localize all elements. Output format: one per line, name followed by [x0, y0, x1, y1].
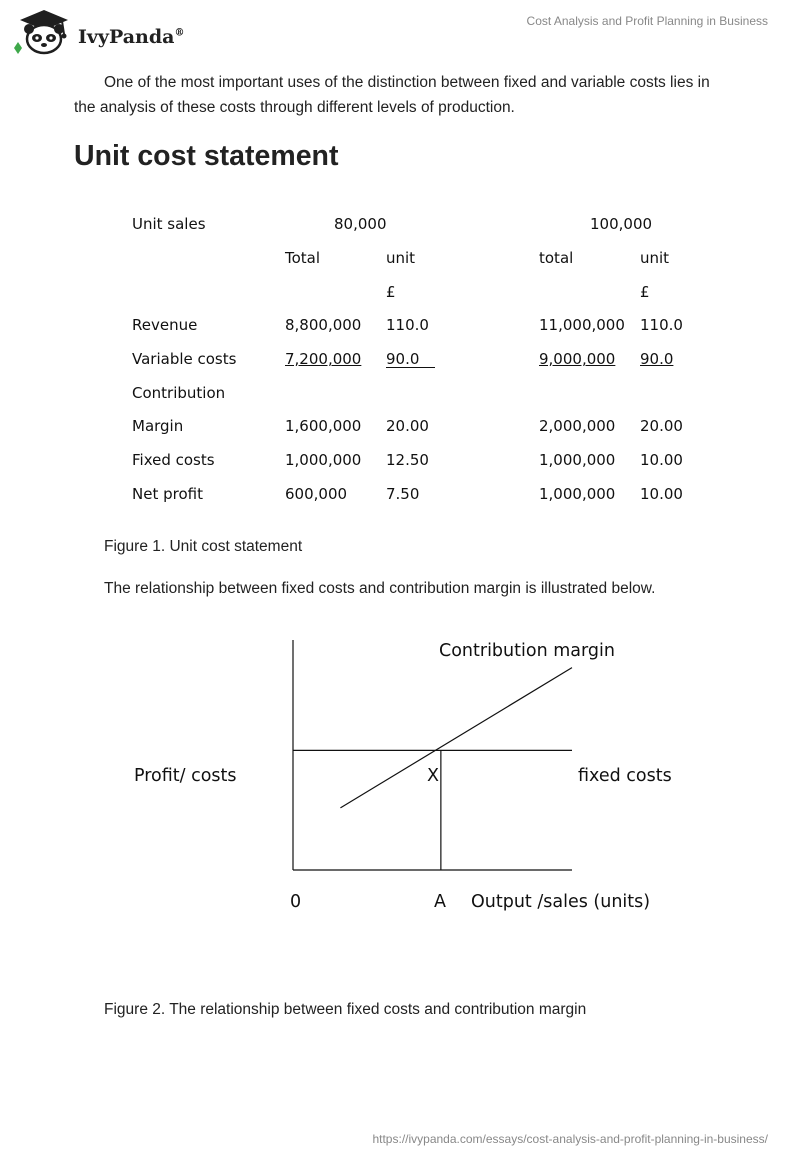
col-unit-1: unit — [386, 249, 416, 267]
row-unit-2: 20.00 — [640, 417, 683, 435]
document-title: Cost Analysis and Profit Planning in Business — [526, 14, 768, 28]
col-total-2: total — [539, 249, 574, 267]
panda-graduate-icon — [14, 8, 78, 56]
origin-label: 0 — [290, 892, 302, 912]
brand-name: IvyPanda® — [78, 26, 185, 48]
row-total-2: 1,000,000 — [539, 485, 616, 503]
x-marker-label: A — [434, 892, 446, 912]
row-unit-1: 7.50 — [386, 485, 420, 503]
volume-100000: 100,000 — [590, 215, 653, 233]
row-total-2: 1,000,000 — [539, 451, 616, 469]
row-unit-2: 10.00 — [640, 451, 683, 469]
row-total-2: 11,000,000 — [539, 316, 625, 334]
row-label: Net profit — [132, 485, 203, 503]
row-unit-1: 12.50 — [386, 451, 429, 469]
row-total-1: 600,000 — [285, 485, 348, 503]
currency-1: £ — [386, 283, 396, 301]
row-total-1: 1,600,000 — [285, 417, 362, 435]
x-axis-label: Output /sales (units) — [471, 892, 651, 912]
figure-1-caption: Figure 1. Unit cost statement — [104, 538, 303, 555]
row-unit-1: 20.00 — [386, 417, 429, 435]
unit-sales-label: Unit sales — [132, 215, 206, 233]
currency-2: £ — [640, 283, 650, 301]
row-unit-2: 110.0 — [640, 316, 683, 334]
fixed-costs-contribution-chart — [130, 630, 690, 930]
page-header — [0, 0, 800, 60]
section-heading: Unit cost statement — [74, 140, 339, 172]
row-total-1: 7,200,000 — [285, 350, 362, 368]
fixed-costs-label: fixed costs — [578, 766, 672, 786]
volume-80000: 80,000 — [334, 215, 387, 233]
col-unit-2: unit — [640, 249, 670, 267]
row-unit-2: 90.0 — [640, 350, 674, 368]
unit-cost-statement — [132, 200, 732, 520]
row-unit-2: 10.00 — [640, 485, 683, 503]
contribution-margin-line — [340, 668, 572, 808]
figure-2-caption: Figure 2. The relationship between fixed costs and contribution margin — [104, 1001, 587, 1018]
col-total-1: Total — [285, 249, 321, 267]
row-label: Margin — [132, 417, 184, 435]
contribution-margin-label: Contribution margin — [439, 641, 615, 661]
row-label: Fixed costs — [132, 451, 215, 469]
relationship-text: The relationship between fixed costs and contribution margin is illustrated below. — [104, 580, 656, 597]
row-unit-1: 110.0 — [386, 316, 429, 334]
row-total-2: 9,000,000 — [539, 350, 616, 368]
row-label: Revenue — [132, 316, 198, 334]
row-total-1: 1,000,000 — [285, 451, 362, 469]
row-unit-1: 90.0 — [386, 350, 435, 368]
intro-paragraph: One of the most important uses of the distinction between fixed and variable costs lies in the analysis of these costs through different levels of production. — [74, 74, 710, 116]
y-axis-label: Profit/ costs — [134, 766, 237, 786]
row-total-1: 8,800,000 — [285, 316, 362, 334]
row-label: Variable costs — [132, 350, 237, 368]
ivypanda-logo[interactable] — [14, 8, 189, 56]
row-total-2: 2,000,000 — [539, 417, 616, 435]
intersection-label: X — [427, 766, 439, 786]
source-url[interactable]: https://ivypanda.com/essays/cost-analysis-and-profit-planning-in-business/ — [372, 1132, 768, 1146]
row-label: Contribution — [132, 384, 226, 402]
